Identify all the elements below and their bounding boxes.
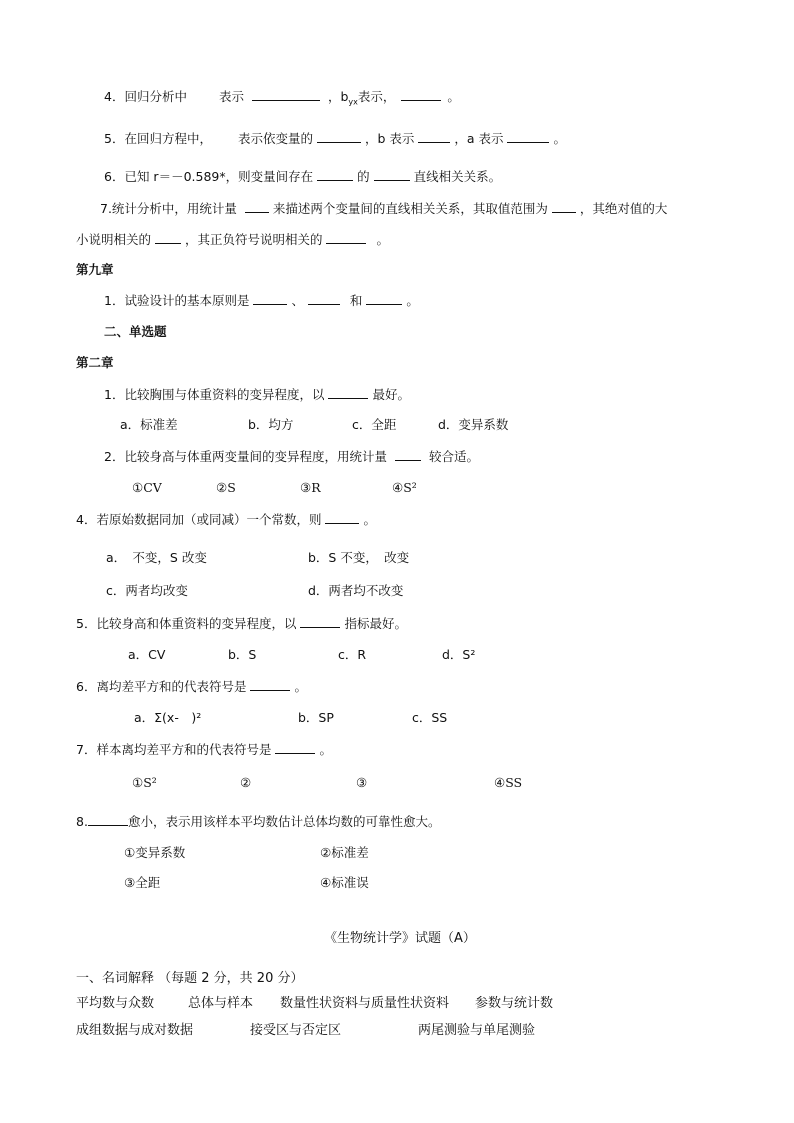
q8-option-2[interactable]: ②标准差 bbox=[320, 845, 369, 860]
section-2-heading: 二、单选题 bbox=[104, 324, 167, 339]
term-pair: 平均数与众数 bbox=[76, 996, 155, 1011]
q7-text-1: 7.统计分析中，用统计量 bbox=[100, 201, 237, 216]
choice-question-1 bbox=[104, 386, 410, 403]
q7-option-3[interactable]: ③ bbox=[356, 775, 368, 790]
part-1-heading: 一、名词解释 （每题 2 分，共 20 分） bbox=[76, 971, 304, 986]
q2-option-1[interactable]: ①CV bbox=[132, 480, 162, 495]
answer-blank[interactable] bbox=[245, 200, 269, 213]
answer-blank[interactable] bbox=[395, 448, 421, 461]
q4-text-3: ，b bbox=[327, 89, 349, 104]
q4-text-5: 。 bbox=[447, 89, 460, 104]
q2-stem-2: 较合适。 bbox=[428, 449, 479, 464]
term-pair: 参数与统计数 bbox=[475, 996, 554, 1011]
c9q1-text-4: 。 bbox=[406, 293, 419, 308]
fill-question-5 bbox=[104, 130, 566, 147]
q5-text-5: 。 bbox=[553, 131, 566, 146]
q2-option-3[interactable]: ③R bbox=[300, 480, 321, 495]
answer-blank[interactable] bbox=[250, 678, 290, 691]
fill-question-6 bbox=[104, 168, 501, 185]
exam-title: 《生物统计学》试题（A） bbox=[324, 931, 476, 946]
answer-blank[interactable] bbox=[300, 615, 340, 628]
q2-option-4[interactable]: ④S² bbox=[392, 480, 417, 495]
c9q1-text-1: 1．试验设计的基本原则是 bbox=[104, 293, 250, 308]
answer-blank[interactable] bbox=[328, 386, 368, 399]
q4-option-c[interactable]: c．两者均改变 bbox=[106, 583, 188, 598]
q1-option-b[interactable]: b．均方 bbox=[248, 417, 294, 432]
answer-blank[interactable] bbox=[418, 130, 450, 143]
q7-text-4: 小说明相关的 bbox=[76, 232, 152, 247]
c9q1-text-2: 、 bbox=[291, 293, 304, 308]
choice-question-2 bbox=[104, 448, 479, 465]
choice-question-4 bbox=[76, 511, 376, 528]
q6c-stem-2: 。 bbox=[294, 679, 307, 694]
q7-text-2: 来描述两个变量间的直线相关关系，其取值范围为 bbox=[272, 201, 548, 216]
answer-blank[interactable] bbox=[374, 168, 410, 181]
q8-option-3[interactable]: ③全距 bbox=[124, 875, 161, 890]
q7-text-6: 。 bbox=[376, 232, 389, 247]
q5-text-1: 5．在回归方程中， bbox=[104, 131, 212, 146]
q7-text-5: ，其正负符号说明相关的 bbox=[184, 232, 323, 247]
q8-option-1[interactable]: ①变异系数 bbox=[124, 845, 186, 860]
answer-blank[interactable] bbox=[317, 130, 361, 143]
fill-question-7-line-1 bbox=[100, 200, 667, 217]
answer-blank[interactable] bbox=[401, 88, 441, 101]
q7-text-3: ，其绝对值的大 bbox=[579, 201, 668, 216]
q6-text-1: 6．已知 r＝－0.589*，则变量间存在 bbox=[104, 169, 314, 184]
q5-option-c[interactable]: c．R bbox=[338, 647, 367, 662]
choice-question-5 bbox=[76, 615, 407, 632]
q7-option-1[interactable]: ①S² bbox=[132, 775, 157, 790]
q6-option-b[interactable]: b．SP bbox=[298, 710, 334, 725]
choice-question-6 bbox=[76, 678, 307, 695]
term-pair: 数量性状资料与质量性状资料 bbox=[280, 996, 450, 1011]
q5-option-a[interactable]: a．CV bbox=[128, 647, 166, 662]
q5-text-3: ，b 表示 bbox=[364, 131, 415, 146]
answer-blank[interactable] bbox=[507, 130, 549, 143]
term-pair: 总体与样本 bbox=[188, 996, 254, 1011]
q1-option-c[interactable]: c．全距 bbox=[352, 417, 397, 432]
fill-question-7-line-2 bbox=[76, 231, 389, 248]
q4-text-4: 表示， bbox=[357, 89, 396, 104]
chapter-9-question-1 bbox=[104, 292, 419, 309]
answer-blank[interactable] bbox=[253, 292, 287, 305]
answer-blank[interactable] bbox=[155, 231, 181, 244]
q6c-stem-1: 6．离均差平方和的代表符号是 bbox=[76, 679, 247, 694]
answer-blank[interactable] bbox=[88, 813, 128, 826]
q4-option-b[interactable]: b．S 不变， 改变 bbox=[308, 550, 410, 565]
c9q1-text-3: 和 bbox=[349, 293, 363, 308]
answer-blank[interactable] bbox=[317, 168, 353, 181]
q5-option-b[interactable]: b．S bbox=[228, 647, 257, 662]
q5c-stem-1: 5．比较身高和体重资料的变异程度，以 bbox=[76, 616, 297, 631]
answer-blank[interactable] bbox=[252, 88, 320, 101]
fill-question-4 bbox=[104, 88, 460, 111]
chapter-2-heading: 第二章 bbox=[76, 355, 114, 370]
answer-blank[interactable] bbox=[326, 231, 366, 244]
answer-blank[interactable] bbox=[308, 292, 340, 305]
choice-question-8 bbox=[76, 813, 440, 830]
q4-text-2: 表示 bbox=[218, 89, 244, 104]
q5-option-d[interactable]: d．S² bbox=[442, 647, 476, 662]
q5-text-2: 表示依变量的 bbox=[237, 131, 313, 146]
q6-option-c[interactable]: c．SS bbox=[412, 710, 448, 725]
q1-stem-1: 1．比较胸围与体重资料的变异程度，以 bbox=[104, 387, 325, 402]
q4-option-d[interactable]: d．两者均不改变 bbox=[308, 583, 404, 598]
q6-option-a[interactable]: a．Σ(x- )² bbox=[134, 710, 202, 725]
q1-stem-2: 最好。 bbox=[372, 387, 410, 402]
choice-question-7 bbox=[76, 741, 332, 758]
q4c-stem-1: 4．若原始数据同加（或同减）一个常数，则 bbox=[76, 512, 322, 527]
term-pair: 成组数据与成对数据 bbox=[76, 1023, 194, 1038]
q2-option-2[interactable]: ②S bbox=[216, 480, 236, 495]
term-pair: 接受区与否定区 bbox=[250, 1023, 342, 1038]
q8c-stem-2: 愈小，表示用该样本平均数估计总体均数的可靠性愈大。 bbox=[127, 814, 441, 829]
answer-blank[interactable] bbox=[552, 200, 576, 213]
term-pair: 两尾测验与单尾测验 bbox=[418, 1023, 536, 1038]
q2-stem-1: 2．比较身高与体重两变量间的变异程度，用统计量 bbox=[104, 449, 387, 464]
answer-blank[interactable] bbox=[275, 741, 315, 754]
q7c-stem-2: 。 bbox=[319, 742, 332, 757]
q7-option-4[interactable]: ④SS bbox=[494, 775, 523, 790]
q7c-stem-1: 7．样本离均差平方和的代表符号是 bbox=[76, 742, 272, 757]
q7-option-2[interactable]: ② bbox=[240, 775, 252, 790]
q5-text-4: ，a 表示 bbox=[454, 131, 504, 146]
q8c-stem-1: 8. bbox=[76, 814, 88, 829]
q1-option-a[interactable]: a．标准差 bbox=[120, 417, 178, 432]
q6-text-2: 的 bbox=[357, 169, 370, 184]
chapter-9-heading: 第九章 bbox=[76, 262, 114, 277]
answer-blank[interactable] bbox=[366, 292, 402, 305]
answer-blank[interactable] bbox=[325, 511, 359, 524]
q4-text-1: 4．回归分析中 bbox=[104, 89, 187, 104]
q1-option-d[interactable]: d．变异系数 bbox=[438, 417, 509, 432]
q4-subscript: yx bbox=[348, 97, 358, 107]
q6-text-3: 直线相关关系。 bbox=[413, 169, 502, 184]
q5c-stem-2: 指标最好。 bbox=[344, 616, 407, 631]
q8-option-4[interactable]: ④标准误 bbox=[320, 875, 369, 890]
q4c-stem-2: 。 bbox=[363, 512, 376, 527]
q4-option-a[interactable]: a． 不变，S 改变 bbox=[106, 550, 207, 565]
